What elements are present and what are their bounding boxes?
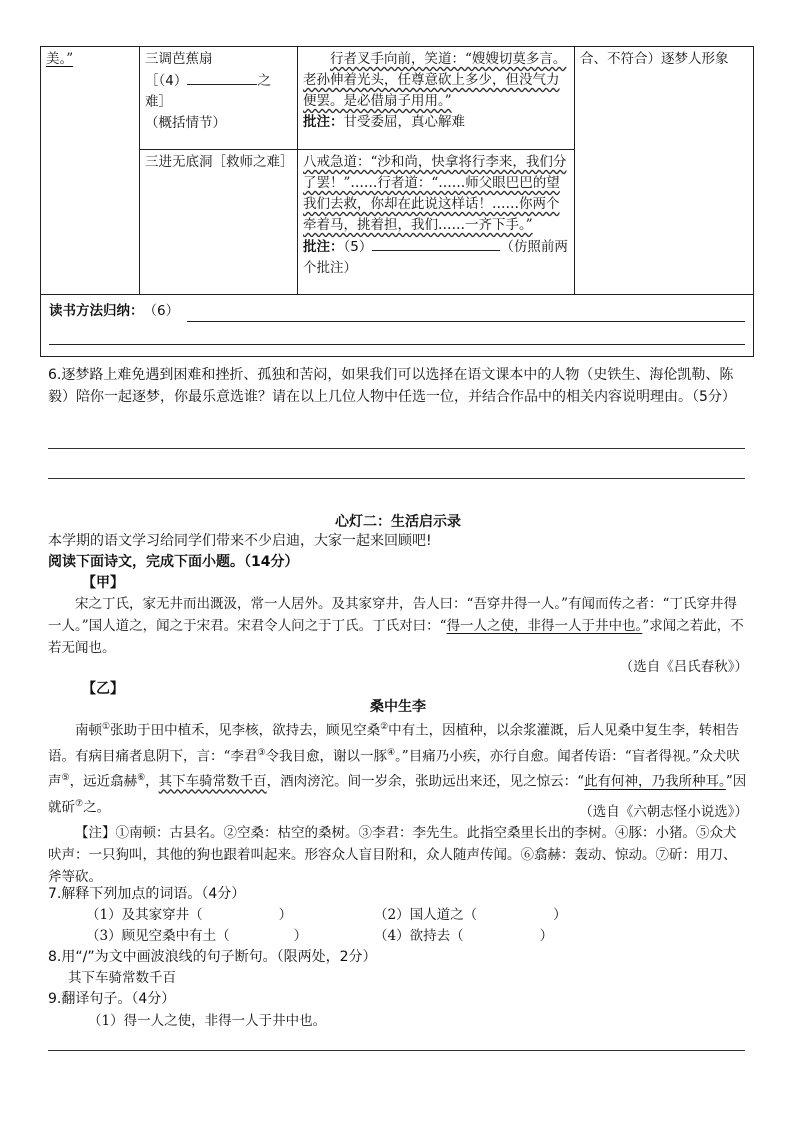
pb-s4: ④ — [386, 747, 396, 758]
passage-b-label: 【乙】 — [82, 681, 124, 697]
pb-s3: ③ — [257, 747, 266, 758]
row2-comment-num: （5） — [343, 239, 373, 255]
pb-t3: 中有土，因植种，以余浆灌溉，后人见桑中复生李，转相告语。有病目痛者息阴下，言：“李君 — [48, 722, 740, 764]
question-8-stem: 8.用“/”为文中画波浪线的句子断句。（限两处，2分） — [48, 949, 377, 965]
section-title: 心灯二：生活启示录 — [335, 514, 461, 530]
pb-t10: 之。 — [83, 799, 111, 815]
row2-quote-text: 八戒急道：“沙和尚，快拿将行李来，我们分了罢！”……行者道：“……师父眼巴巴的望我们去救，你却在此说这样话！……你两个牵着马，挑着担，我们……一齐下手。” — [303, 154, 567, 233]
pb-s2: ② — [380, 722, 389, 732]
summary-line2[interactable] — [49, 322, 745, 345]
pb-t8: ，酒肉滂沱。间一岁余，张助远出来还，见之惊云：“ — [266, 773, 585, 790]
pb-s5: ⑤ — [61, 773, 70, 783]
summary-label: 读书方法归纳： — [49, 303, 144, 319]
table-row1-left — [140, 47, 298, 150]
pb-t5: 。”目痛乃小疾，亦行自愈。闻者传语：“盲者得视。”众犬吠声 — [48, 748, 740, 790]
pb-t2: 张助于田中植禾，见李核，欲持去，顾见空桑 — [110, 722, 381, 739]
answer-line-q9[interactable] — [48, 1050, 745, 1051]
passage-a-underlined: 得一人之使，非得一人于井中也。 — [446, 618, 643, 634]
row1-comment-text: 甘受委屈，真心解难 — [343, 114, 465, 130]
section-instruction: 阅读下面诗文，完成下面小题。（14分） — [48, 554, 299, 570]
passage-a-text-before: 宋之丁氏，家无井而出溉汲，常一人居外。及其家穿井，告人曰：“吾穿井得一人。”有闻而传之者：“丁氏穿井得一人。”国人道之，闻之于宋君。宋君令人问之于丁氏。丁氏对曰：“ — [48, 596, 737, 634]
row1-title: 三调芭蕉扇 — [145, 51, 213, 67]
row2-left-text: 三进无底洞［救师之难］ — [145, 154, 294, 170]
row1-quote — [303, 49, 569, 112]
answer-blank-6[interactable] — [187, 307, 745, 322]
passage-b-source: （选自《六朝志怪小说选》） — [579, 804, 748, 820]
q7-i1a: （1）及其家穿井（ — [86, 907, 203, 923]
table-col1-cell — [41, 47, 140, 295]
table-row1-quote — [298, 47, 575, 150]
q7-item-4 — [374, 925, 794, 947]
row1-comment-label: 批注： — [303, 114, 344, 130]
passage-a-text — [48, 593, 748, 659]
answer-blank-4[interactable] — [187, 70, 257, 85]
row1-tail: 之 — [257, 73, 271, 89]
answer-blank-5[interactable] — [372, 236, 500, 251]
pb-t4: 令我目愈，谢以一豚 — [265, 748, 387, 764]
q7-i4b: ） — [539, 928, 554, 944]
answer-line-q6-2[interactable] — [48, 478, 745, 479]
question-7-stem: 7.解释下列加点的词语。（4分） — [48, 886, 246, 902]
pb-s7: ⑦ — [75, 798, 84, 809]
table-col1-text: 美。” — [46, 51, 74, 67]
q8-sentence[interactable]: 其下车骑常数千百 — [68, 970, 176, 986]
row2-comment — [303, 236, 569, 279]
row1-note: （概括情节） — [145, 115, 226, 131]
row2-comment-label: 批注： — [303, 239, 344, 255]
q7-i4a: （4）欲持去（ — [374, 928, 464, 944]
pb-s6: ⑥ — [137, 773, 146, 783]
row1-line2: 难］ — [145, 94, 172, 110]
pb-wave-sentence: 其下车骑常数千百 — [158, 773, 267, 790]
row1-blank-line — [145, 70, 292, 92]
q7-i2b: ） — [553, 907, 567, 923]
q7-i1b: ） — [278, 907, 293, 923]
table-col4-text: 合、不符合）逐梦人形象 — [580, 51, 729, 67]
q7-i2a: （2）国人道之（ — [374, 907, 478, 923]
question-6: 6.逐梦路上难免遇到困难和挫折、孤独和苦闷，如果我们可以选择在语文课本中的人物（史铁生、海伦凯勒、陈毅）陪你一起逐梦，你最乐意选谁？请在以上几位人物中任选一位，并结合作品中的相关内容说明理由。（5分） — [48, 367, 736, 405]
reading-table — [40, 46, 754, 357]
pb-t7: ， — [145, 773, 159, 790]
q9-item-1: （1）得一人之使，非得一人于井中也。 — [88, 1013, 327, 1029]
passage-b-notes: 【注】①南顿：古县名。②空桑：枯空的桑树。③李君：李先生。此指空桑里长出的李树。④豚：小猪。⑤众犬吠声：一只狗叫，其他的狗也跟着叫起来。形容众人盲目附和，众人随声传闻。⑥翕赫：轰动、惊动。⑦斫：用刀、斧等砍。 — [48, 825, 737, 885]
row2-comment-hint: （仿照前两个批注） — [303, 239, 568, 276]
pb-t9: ”因就斫 — [48, 773, 747, 815]
table-row2-quote — [298, 150, 575, 295]
table-row2-left — [140, 150, 298, 295]
table-col4-cell — [575, 47, 754, 295]
row1-comment — [303, 112, 569, 133]
q7-item-2 — [374, 904, 794, 926]
row1-num: ［（4） — [145, 73, 188, 89]
passage-a-source: （选自《吕氏春秋》） — [619, 659, 748, 675]
q7-i3b: ） — [293, 928, 308, 944]
pb-underlined-quote: 此有何神，乃我所种耳。 — [584, 773, 726, 790]
passage-a-text-after: ”求闻之若此，不若无闻也。 — [48, 618, 744, 656]
summary-line — [49, 301, 745, 322]
pb-t6: ，远近翕赫 — [69, 773, 138, 790]
passage-a-label: 【甲】 — [82, 575, 124, 591]
row2-quote — [303, 152, 569, 236]
passage-b-title: 桑中生李 — [370, 699, 426, 715]
summary-num: （6） — [143, 303, 180, 319]
question-9-stem: 9.翻译句子。（4分） — [48, 991, 176, 1007]
pb-t1: 南顿 — [75, 722, 102, 739]
row1-quote-text: 行者叉手向前，笑道：“嫂嫂切莫多言。老孙伸着光头，任尊意砍上多少，但没气力便罢。是必借扇子用用。” — [303, 51, 567, 109]
pb-s1: ① — [102, 722, 111, 732]
summary-cell — [41, 295, 754, 357]
answer-line-q6-1[interactable] — [48, 448, 745, 449]
section-intro: 本学期的语文学习给同学们带来不少启迪，大家一起来回顾吧! — [48, 533, 432, 549]
q7-i3a: （3）顾见空桑中有土（ — [86, 928, 230, 944]
